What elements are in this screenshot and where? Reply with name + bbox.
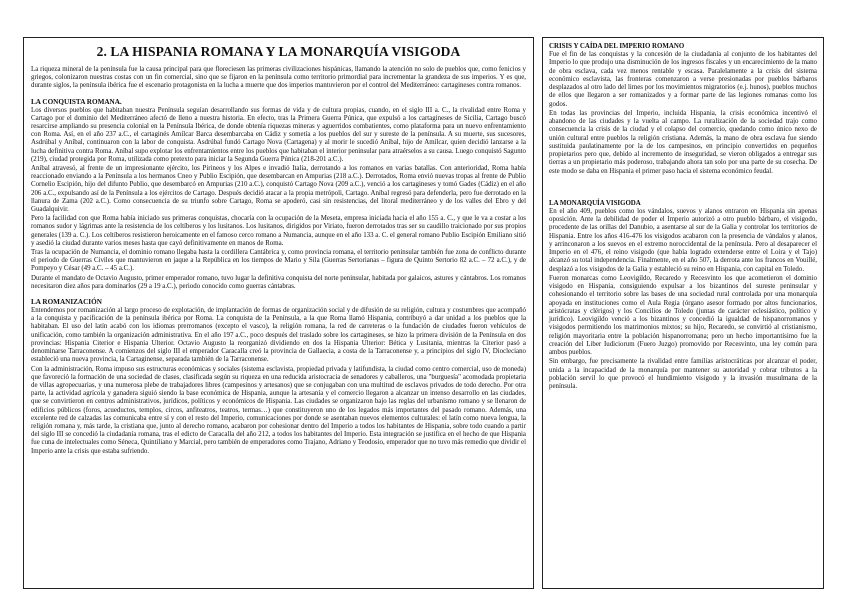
paragraph: Fueron monarcas como Leovigildo, Recaredo y Recesvinto los que acometieron el dominio visigodo en Hispania, consiguiendo expulsar a los bizantinos del sureste peninsular y cohesionando el territorio sobre las bases de una sociedad rural controlada por una monarquía apoyada en instituciones como el Aula Regia (órgano asesor formado por altos funcionarios, aristócratas y clérigos) y los Concilios de Toledo (juntas de carácter eclesiástico, político y jurídico). Leovigildo venció a los bizantinos y concedió la igualdad de hispanorromanos y visigodos permitiendo los matrimonios mixtos; su hijo, Recaredo, se convirtió al cristianismo, religión mayoritaria entre la población hispanorromana; pero un hecho importantísimo fue la creación del Liber Iudiciorum (Fuero Juzgo) promovido por Recesvinto, una ley común para ambos pueblos. <box>549 274 817 356</box>
right-column <box>542 37 824 589</box>
page-title: 2. LA HISPANIA ROMANA Y LA MONARQUÍA VISIGODA <box>96 44 461 59</box>
paragraph: Durante el mandato de Octavio Augusto, primer emperador romano, tuvo lugar la definitiva conquista del norte peninsular, habitada por galaicos, astures y cántabros. Los romanos necesitaron diez años para dominarlos (29 a 19 a.C.), periodo conocido como guerras cántabras. <box>31 274 526 290</box>
paragraph: Tras la ocupación de Numancia, el dominio romano llegaba hasta la cordillera Cantábrica y, como provincia romana, el territorio peninsular también fue zona de conflicto durante el periodo de Guerras Civiles que mantuvieron en jaque a la República en los tiempos de Mario y Sila (Guerras Sertorianas – figura de Quinto Sertorio 82 a.C. – 72 a.C.), y de Pompeyo y César (49 a.C. – 45 a.C.). <box>31 249 526 273</box>
paragraph: Pero la facilidad con que Roma había iniciado sus primeras conquistas, chocaría con la ocupación de la Meseta, empresa iniciada hacia el año 155 a. C., y que le va a costar a los romanos sudor y lágrimas ante la resistencia de los celtíberos y los lusitanos. Los lusitanos, dirigidos por Viriato, fueron derrotados tras ser su caudillo traicionado por sus propios generales (139 a. C.). Los celtíberos resistieron heroicamente en el famoso cerco romano a Numancia, aunque en el año 133 a. C. el general romano Publio Escipión Emiliano sitió y asedió la ciudad durante varios meses hasta que cayó definitivamente en manos de Roma. <box>31 215 526 247</box>
paragraph: Sin embargo, fue precisamente la rivalidad entre familias aristocráticas por alcanzar el poder, unida a la incapacidad de la monarquía por mantener su autoridad y cobrar tributos a la población servil lo que provocó el hundimiento visigodo y la invasión musulmana de la península. <box>549 358 817 390</box>
intro-paragraph: La riqueza mineral de la península fue la causa principal para que floreciesen las primeras civilizaciones hispánicas, llamando la atención no solo de pueblos que, como fenicios y griegos, colonizaron nuestras costas con un fin comercial, sino que se fijaron en la península como territorio primordial para incrementar la grandeza de sus imperios. Y es que, durante siglos, la península ibérica fue el escenario protagonista en la lucha a muerte que dos imperios mantuvieron por el control del Mediterráneo: cartagineses contra romanos. <box>31 66 526 90</box>
section-heading-romanizacion: LA ROMANIZACIÓN <box>31 298 102 307</box>
paragraph: Fue el fin de las conquistas y la concesión de la ciudadanía al conjunto de los habitantes del Imperio lo que produjo una disminución de los ingresos fiscales y un encarecimiento de la mano de obra esclava, cada vez menos rentable y escasa. Paralelamente a la crisis del sistema económico esclavista, las fronteras comenzaron a verse presionadas por pueblos bárbaros desplazados al otro lado del limes por los movimientos migratorios (e.j. hunos), pueblos muchos de ellos que llegaron a ser romanizados y a formar parte de las legiones romanas como los godos. <box>549 51 817 108</box>
paragraph: Entendemos por romanización al largo proceso de explotación, de implantación de formas de organización social y de difusión de su religión, cultura y costumbres que acompañó a la conquista y pacificación de la península ibérica por Roma. La conquista de la Península, a la que Roma llamó Hispania, contribuyó a dar unidad a los pueblos que la habitaban. El uso del latín acabó con los idiomas prerromanos (excepto el vasco), la religión romana, la red de carreteras o la fundación de ciudades fueron vehículos de unificación, como también la organización administrativa. En el año 197 a.C., poco después del traslado sobre los cartagineses, se hizo la primera división de la Península en dos provincias: Hispania Citerior e Hispania Ulterior. Octavio Augusto la reorganizó dividiendo en dos la Hispania Ulterior: Bética y Lusitania, mientras la Citerior pasó a denominarse Tarraconense. A comienzos del siglo III el emperador Caracalla creó la provincia de Gallaecia, a costa de la Tarraconense y, a principios del siglo IV, Diocleciano estableció una nueva provincia, la Cartaginense, separada también de la Tarraconense. <box>31 307 526 364</box>
paragraph: Con la administración, Roma impuso sus estructuras económicas y sociales (sistema esclavista, propiedad privada y latifundista, la ciudad como centro comercial, uso de moneda) que favoreció la formación de una sociedad de clases, clasificada según su riqueza en una reducida aristocracia de senadores y caballeros, una "burguesía" acomodada propietaria de villas agropecuarias, y una numerosa plebe de trabajadores libres (campesinos y artesanos) que se conjugaban con una multitud de esclavos privados de todo derecho. Por otra parte, la actividad agrícola y ganadera siguió siendo la base económica de Hispania, aunque la artesanía y el comercio llegaron a alcanzar un intenso desarrollo en las ciudades, que se convirtieron en centros administrativos, jurídicos, políticos y económicos de Hispania. Las ciudades se organizaron bajo las reglas del urbanismo romano y se llenaron de edificios públicos (foros, acueductos, templos, circos, anfiteatros, teatros, termas…) que constituyeron uno de los legados más importantes del pasado romano. Además, una excelente red de calzadas las comunicaba entre sí y con el resto del Imperio, comunicaciones por donde se asentaban nuevos elementos culturales: el latín como nueva lengua, la religión romana y, más tarde, la cristiana que, junto al derecho romano, acabaron por cohesionar dentro del Imperio a todos los habitantes de Hispania, sobre todo cuando a partir del siglo III se concedió la ciudadanía romana, tras el edicto de Caracalla del año 212, a todos los habitantes del Imperio. Esta integración se justifica en el hecho de que Hispania fue cuna de intelectuales como Séneca, Quintiliano y Marcial, pero también de emperadores como Trajano, Adriano y Teodosio, emperador que no tuvo más remedio que dividir el Imperio ante la crisis que estaba sufriendo. <box>31 365 526 455</box>
paragraph: En el año 409, pueblos como los vándalos, suevos y alanos entraron en Hispania sin apenas oposición. Ante la debilidad de poder el Imperio autorizó a otro pueblo bárbaro, el visigodo, procedente de las orillas del Danubio, a asentarse al sur de la Galia y controlar los territorios de Hispania. Entre los años 416-476 los visigodos acabaron con la presencia de vándalos y alanos, y arrinconaron a los suevos en el extremo noroccidental de la península. Pero al desaparecer el Imperio en el 476, el reino visigodo (que había logrado extenderse entre el Loira y el Tajo) alcanzó su total independencia. Finalmente, en el año 507, la derrota ante los francos en Vouillé, desplazó a los visigodos de la Galia y estableció su reino en Hispania, con capital en Toledo. <box>549 207 817 273</box>
paragraph: Los diversos pueblos que habitaban nuestra Península seguían desarrollando sus formas de vida y de cultura propias, cuando, en el siglo III a. C., la rivalidad entre Roma y Cartago por el dominio del Mediterráneo afectó de lleno a nuestra historia. En efecto, tras la Primera Guerra Púnica, que expulsó a los cartagineses de Sicilia, Cartago buscó resarcirse ampliando su presencia colonial en la Península Ibérica, de donde obtenía riquezas mineras y aguerridos combatientes, como plataforma para un nuevo enfrentamiento con Roma. Así, en el año 237 a.C., el cartaginés Amílcar Barca desembarcaba en Cádiz y sometía a los pueblos del sur y sureste de la península. A su muerte, sus sucesores, Asdrúbal y Aníbal, continuaron con la labor de conquista. Asdrúbal fundó Cartago Nova (Cartagena) y al morir le sucedió Aníbal, hijo de Amílcar, quien decidió lanzarse a la lucha definitiva contra Roma. Aníbal supo explotar los enfrentamientos entre los pueblos que habitaban el interior peninsular para atraérselos a su causa. Luego conquistó Sagunto (219), ciudad protegida por Roma, utilizada como pretexto para iniciar la Segunda Guerra Púnica (218-201 a.C.). <box>31 106 526 163</box>
paragraph: En todas las provincias del Imperio, incluida Hispania, la crisis económica incentivó el abandono de las ciudades y la vuelta al campo. La ruralización de la sociedad trajo como consecuencia la crisis de la ciudad y el colapso del comercio, quedando como único nexo de unión cultural entre pueblos la religión cristiana. Además, la mano de obra esclava fue siendo sustituida paulatinamente por la de los campesinos, en principio convertidos en pequeños propietarios pero que, debido al incremento de inseguridad, se vieron obligados a entregar sus tierras a un propietario más poderoso, trabajando ahora tan solo por una parte de su cosecha. De este modo se daba en Hispania el primer paso hacia el sistema económico feudal. <box>549 109 817 175</box>
paragraph: Aníbal atravesó, al frente de un impresionante ejército, los Pirineos y los Alpes e invadió Italia, derrotando a los romanos en varias batallas. Con anterioridad, Roma había reaccionado enviando a la Península a los hermanos Cneo y Publio Escipión, que desembarcan en Ampurias (218 a.C.). Derrotados, Roma envió nuevas tropas al frente de Publio Cornelio Escipión, hijo del difunto Publio, que desembarcó en Ampurias (210 a.C.), conquistó Cartago Nova (209 a.C.), venció a los cartagineses y tomó Gades (Cádiz) en el año 206 a.C., expulsando así de la Península a los ejércitos de Cartago. Después decidió atacar a la propia metrópoli, Cartago. Aníbal regresó para defenderla, pero fue derrotado en la llanura de Zama (202 a.C.). Como consecuencia de su triunfo sobre Cartago, Roma se apoderó, casi sin resistencias, del litoral mediterráneo y de los valles del Ebro y del Guadalquivir. <box>31 165 526 214</box>
left-column <box>23 37 534 589</box>
section-heading-visigoda: LA MONARQUÍA VISIGODA <box>549 199 641 207</box>
section-heading-conquista: LA CONQUISTA ROMANA. <box>31 97 122 106</box>
section-heading-crisis: CRISIS Y CAÍDA DEL IMPERIO ROMANO <box>549 43 685 50</box>
